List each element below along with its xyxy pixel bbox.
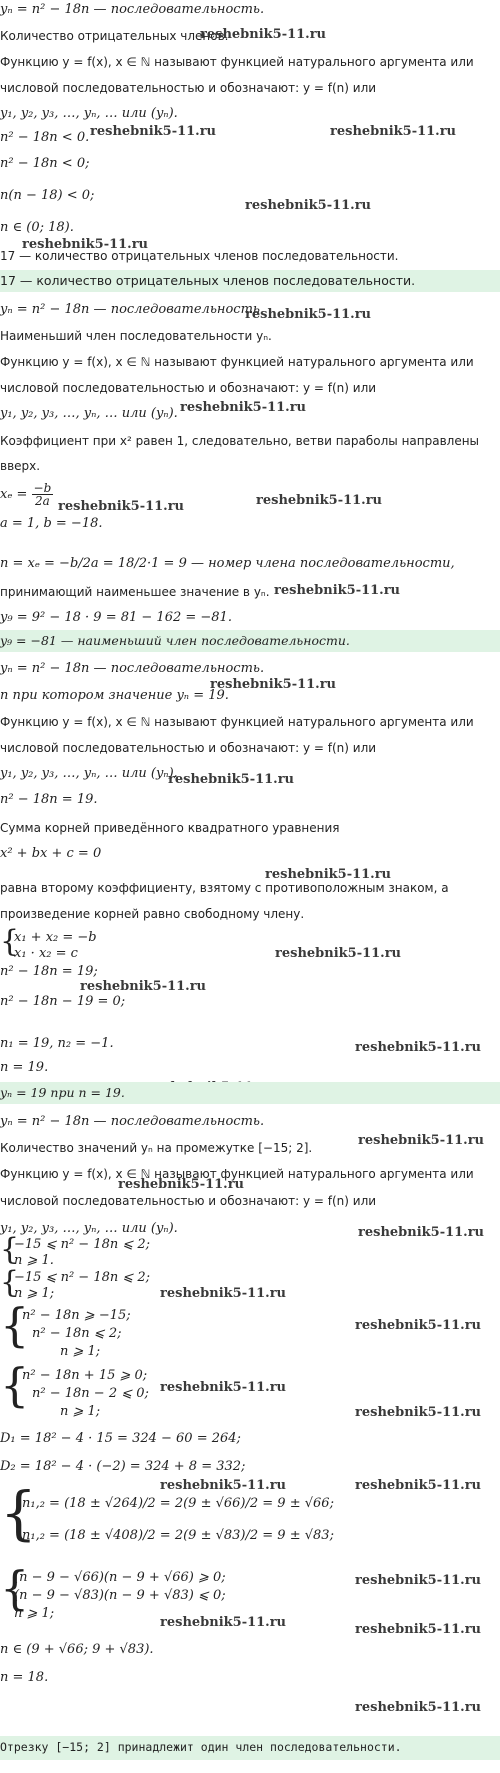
system-brace: { [0, 1298, 30, 1352]
watermark: reshebnik5-11.ru [355, 1700, 482, 1715]
b3-line-4: числовой последовательностью и обозначают: y = f(n) или [0, 741, 377, 755]
b4-line-2: Количество значений yₙ на промежутке [−15; 2]. [0, 1141, 313, 1155]
b1-line-1: yₙ = n² − 18n — последовательность. [0, 2, 265, 17]
watermark: reshebnik5-11.ru [355, 1405, 482, 1420]
b2-line-8 [0, 482, 53, 507]
b4-answer: Отрезку [−15; 2] принадлежит один член последовательности. [0, 1740, 402, 1754]
watermark: reshebnik5-11.ru [22, 237, 149, 252]
b4-sys4-line-1: n² − 18n + 15 ⩾ 0; [22, 1368, 148, 1383]
b4-line-4: числовой последовательностью и обозначают: y = f(n) или [0, 1194, 377, 1208]
b4-line-3: Функцию y = f(x), x ∈ ℕ называют функцией натурального аргумента или [0, 1167, 474, 1181]
b2-line-4: числовой последовательностью и обозначают: y = f(n) или [0, 381, 377, 395]
b4-sys4-line-3: n ⩾ 1; [60, 1404, 101, 1419]
b2-line-3: Функцию y = f(x), x ∈ ℕ называют функцией натурального аргумента или [0, 355, 474, 369]
b4-sys1-line-2: n ⩾ 1. [14, 1253, 54, 1268]
watermark: reshebnik5-11.ru [90, 124, 217, 139]
b2-line-10: n = xₑ = −b/2a = 18/2·1 = 9 — номер члена последовательности, [0, 556, 455, 571]
b4-sys3-line-1: n² − 18n ⩾ −15; [22, 1308, 131, 1323]
watermark: reshebnik5-11.ru [160, 1286, 287, 1301]
b2-line-2: Наименьший член последовательности yₙ. [0, 329, 272, 343]
b3-line-10: произведение корней равно свободному члену. [0, 907, 305, 921]
b4-line-6: n ∈ (9 + √66; 9 + √83). [0, 1642, 154, 1657]
b4-sys3-line-2: n² − 18n ⩽ 2; [32, 1326, 122, 1341]
answer-highlight-1 [0, 270, 500, 292]
system-brace: { [0, 1561, 30, 1615]
b2-line-6: Коэффициент при x² равен 1, следовательно, ветви параболы направлены [0, 434, 480, 448]
b3-line-1: yₙ = n² − 18n — последовательность. [0, 661, 265, 676]
watermark: reshebnik5-11.ru [200, 27, 327, 42]
b4-line-d1: D₁ = 18² − 4 · 15 = 324 − 60 = 264; [0, 1431, 241, 1446]
b1-line-9: n ∈ (0; 18). [0, 220, 74, 235]
watermark: reshebnik5-11.ru [245, 198, 372, 213]
b1-line-10: 17 — количество отрицательных членов последовательности. [0, 249, 399, 263]
watermark: reshebnik5-11.ru [274, 583, 401, 598]
b3-line-9: равна второму коэффициенту, взятому с противоположным знаком, а [0, 881, 449, 895]
system-brace: { [0, 1479, 37, 1547]
b1-line-8: n(n − 18) < 0; [0, 188, 95, 203]
b1-line-3: Функцию y = f(x), x ∈ ℕ называют функцией натурального аргумента или [0, 55, 474, 69]
b3-system-line-1: x₁ + x₂ = −b [14, 930, 97, 945]
b3-line-6: n² − 18n = 19. [0, 792, 98, 807]
watermark: reshebnik5-11.ru [265, 867, 392, 882]
b4-roots-line-2: n₁,₂ = (18 ± √408)/2 = 2(9 ± √83)/2 = 9 ± √83; [22, 1528, 334, 1543]
b4-line-1: yₙ = n² − 18n — последовательность. [0, 1114, 265, 1129]
b2-answer: y₉ = −81 — наименьший член последовательности. [0, 633, 350, 648]
b3-line-11: n² − 18n = 19; [0, 964, 98, 979]
watermark: reshebnik5-11.ru [210, 677, 337, 692]
numerator: −b [33, 481, 52, 495]
answer-highlight-2 [0, 630, 500, 652]
b2-line-1: yₙ = n² − 18n — последовательность [0, 302, 260, 317]
answer-highlight-3 [0, 1082, 500, 1104]
b3-line-7: Сумма корней приведённого квадратного уравнения [0, 821, 340, 835]
watermark: reshebnik5-11.ru [118, 1177, 245, 1192]
b4-sys5-line-1: (n − 9 − √66)(n − 9 + √66) ⩾ 0; [14, 1570, 226, 1585]
denominator: 2a [35, 494, 50, 508]
b1-line-2: Количество отрицательных членов. [0, 29, 229, 43]
b1-line-5: y₁, y₂, y₃, …, yₙ, … или (yₙ). [0, 106, 178, 121]
answer-highlight-4 [0, 1736, 500, 1760]
watermark: reshebnik5-11.ru [245, 307, 372, 322]
b1-answer: 17 — количество отрицательных членов последовательности. [0, 273, 416, 288]
b3-line-2: n при котором значение yₙ = 19. [0, 688, 229, 703]
b3-line-3: Функцию y = f(x), x ∈ ℕ называют функцией натурального аргумента или [0, 715, 474, 729]
watermark: reshebnik5-11.ru [160, 1478, 287, 1493]
b2-line-9: a = 1, b = −18. [0, 516, 103, 531]
b1-line-7: n² − 18n < 0; [0, 156, 90, 171]
watermark: reshebnik5-11.ru [355, 1573, 482, 1588]
watermark: reshebnik5-11.ru [330, 124, 457, 139]
watermark: reshebnik5-11.ru [355, 1318, 482, 1333]
b2-line-11: принимающий наименьшее значение в yₙ. [0, 585, 270, 599]
b3-line-8: x² + bx + c = 0 [0, 846, 102, 861]
watermark: reshebnik5-11.ru [168, 772, 295, 787]
watermark: reshebnik5-11.ru [358, 1225, 485, 1240]
b2-line-5: y₁, y₂, y₃, …, yₙ, … или (yₙ). [0, 406, 178, 421]
b4-line-7: n = 18. [0, 1670, 49, 1685]
b1-line-4: числовой последовательностью и обозначают: y = f(n) или [0, 81, 377, 95]
watermark: reshebnik5-11.ru [355, 1478, 482, 1493]
watermark: reshebnik5-11.ru [358, 1133, 485, 1148]
b3-system-line-2: x₁ · x₂ = c [14, 946, 78, 961]
b4-sys3-line-3: n ⩾ 1; [60, 1344, 101, 1359]
b4-line-5: y₁, y₂, y₃, …, yₙ, … или (yₙ). [0, 1221, 178, 1236]
b4-line-d2: D₂ = 18² − 4 · (−2) = 324 + 8 = 332; [0, 1459, 246, 1474]
b3-line-12: n² − 18n − 19 = 0; [0, 994, 126, 1009]
b2-line-12: y₉ = 9² − 18 · 9 = 81 − 162 = −81. [0, 610, 232, 625]
watermark: reshebnik5-11.ru [160, 1615, 287, 1630]
b3-answer: yₙ = 19 при n = 19. [0, 1085, 125, 1100]
b2-xe-label: xₑ = [0, 487, 32, 502]
b3-line-5: y₁, y₂, y₃, …, yₙ, … или (yₙ). [0, 766, 178, 781]
system-brace: { [0, 924, 20, 959]
b4-sys1-line-1: −15 ⩽ n² − 18n ⩽ 2; [14, 1237, 151, 1252]
watermark: reshebnik5-11.ru [160, 1380, 287, 1395]
b4-sys5-line-2: (n − 9 − √83)(n − 9 + √83) ⩽ 0; [14, 1588, 226, 1603]
b4-sys2-line-1: −15 ⩽ n² − 18n ⩽ 2; [14, 1270, 151, 1285]
watermark: reshebnik5-11.ru [275, 946, 402, 961]
b4-sys2-line-2: n ⩾ 1; [14, 1286, 55, 1301]
b3-line-13: n₁ = 19, n₂ = −1. [0, 1036, 114, 1051]
watermark: reshebnik5-11.ru [180, 400, 307, 415]
watermark: reshebnik5-11.ru [256, 493, 383, 508]
watermark: reshebnik5-11.ru [58, 499, 185, 514]
system-brace: { [0, 1232, 20, 1267]
b4-roots-line-1: n₁,₂ = (18 ± √264)/2 = 2(9 ± √66)/2 = 9 ± √66; [22, 1496, 334, 1511]
watermark: reshebnik5-11.ru [80, 979, 207, 994]
b2-line-7: вверх. [0, 459, 41, 473]
watermark: reshebnik5-11.ru [355, 1040, 482, 1055]
b1-line-6: n² − 18n < 0. [0, 130, 90, 145]
system-brace: { [0, 1265, 20, 1300]
b4-sys4-line-2: n² − 18n − 2 ⩽ 0; [32, 1386, 149, 1401]
watermark: reshebnik5-11.ru [355, 1622, 482, 1637]
fraction [32, 482, 54, 507]
b3-line-14: n = 19. [0, 1060, 49, 1075]
b4-sys5-line-3: n ⩾ 1; [14, 1606, 55, 1621]
system-brace: { [0, 1358, 30, 1412]
